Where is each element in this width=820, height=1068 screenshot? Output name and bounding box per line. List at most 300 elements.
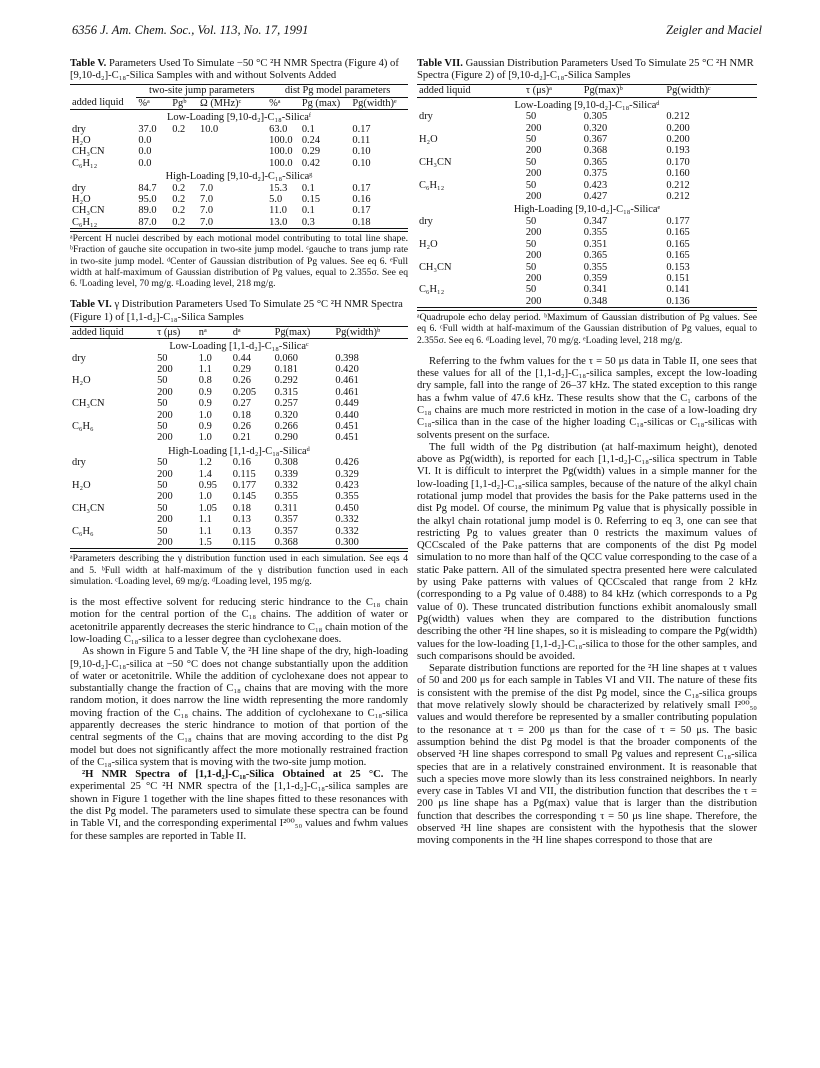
table-cell: 0.29 [301, 146, 321, 158]
table-row [70, 375, 408, 386]
table-cell: 1.1 [198, 514, 212, 526]
table-cell [198, 135, 267, 146]
table-cell: 0.212 [666, 191, 690, 203]
table-cell [70, 514, 155, 525]
table-cell: 7.0 [200, 194, 214, 206]
table-cell: 0.426 [335, 457, 359, 469]
table-cell: 0.2 [172, 216, 186, 228]
table-cell: 0.060 [274, 352, 298, 364]
table-cell: 50 [157, 525, 168, 537]
table6-col-added: added liquid [72, 326, 124, 338]
table6-caption [70, 299, 408, 323]
table5-blank-head [70, 85, 136, 97]
table-cell: 0.355 [583, 227, 608, 239]
table6-title: γ Distribution Parameters Used To Simulate 25 °C ²H NMR Spectra (Figure 1) of [1,1-d₂]-C₁₈-Silica Samples [70, 299, 403, 323]
table-row [417, 250, 757, 261]
table-cell: 0.2 [172, 194, 186, 206]
left-paragraph-3 [70, 769, 408, 843]
table7-col-pgmax: Pg(max)ᵇ [583, 85, 623, 97]
table-cell: 0.21 [232, 432, 251, 444]
table-cell: 0.8 [198, 375, 212, 387]
table-cell: 0.17 [352, 182, 371, 194]
table-cell: 0.160 [666, 168, 690, 180]
table7-col-added: added liquid [419, 85, 471, 97]
table-cell [170, 135, 198, 146]
table-cell: 1.2 [198, 457, 212, 469]
table-cell: 0.398 [335, 352, 359, 364]
left-paragraph-2: As shown in Figure 5 and Table V, the ²H line shape of the dry, high-loading [9,10-d₂]-C₁₈-silica at −50 °C does not change substantially upon the addition of water or acetonitrile. While the addition of cyclohexane does not appear to substantially change the fraction of C₁₈ chains that are moving with the more random motion, it does narrow the line width representing the more randomly moving fraction of the C₁₈ chains. The addition of cyclohexane to C₁₈-silica apparently decreases the steric hindrance to motion of that portion of the central segments of the C₁₈ chains that are moving according to the dist Pg model but does not significantly affect the more motionally restrained fraction of the C₁₈-silica system that is moving with the two-site jump motion. [70, 646, 408, 768]
table-cell [170, 158, 198, 169]
table-cell: 0.115 [232, 468, 256, 480]
table-cell: 0.2 [172, 205, 186, 217]
table-cell: 37.0 [138, 123, 157, 135]
table-cell: 0.17 [352, 205, 371, 217]
table-cell: 0.332 [335, 525, 359, 537]
table-cell: 1.05 [198, 502, 217, 514]
table-cell: 50 [525, 134, 537, 146]
table-cell: CH₃CN [72, 502, 105, 514]
table-cell: 0.16 [232, 457, 251, 469]
table-cell: 0.165 [666, 250, 690, 262]
table-cell: dry [72, 182, 86, 194]
table-cell: 0.136 [666, 295, 690, 307]
table-cell: H₂O [72, 135, 91, 147]
table-cell: 0.205 [232, 386, 257, 398]
table-cell: 0.292 [274, 375, 298, 387]
table-row [417, 284, 757, 295]
table-cell: 5.0 [269, 194, 283, 206]
table-cell: 0.0 [138, 146, 152, 158]
table-row [70, 491, 408, 502]
table-cell: 95.0 [138, 194, 157, 206]
table-cell: 0.18 [232, 502, 251, 514]
table-cell: 200 [525, 168, 542, 180]
table-cell: 0.332 [274, 479, 298, 491]
table-cell: 200 [525, 191, 542, 203]
table-cell: 50 [157, 479, 168, 491]
table-cell: 0.315 [274, 386, 298, 398]
right-column [417, 58, 757, 848]
table-cell: 50 [157, 375, 168, 387]
table-cell: CH₃CN [419, 261, 452, 273]
table-cell: H₂O [72, 479, 91, 491]
table-row [70, 469, 408, 480]
table-cell: dry [419, 111, 433, 123]
table-cell: 10.0 [200, 123, 219, 135]
table-cell: 0.212 [666, 179, 690, 191]
table-cell: 0.1 [301, 205, 315, 217]
table7-col-tau: τ (μs)ᵃ [525, 85, 553, 97]
table-cell: 7.0 [200, 182, 214, 194]
table-cell: 0.18 [352, 216, 371, 228]
table6-body [70, 339, 408, 549]
table5 [70, 84, 408, 229]
table-row [70, 432, 408, 443]
table6-col-pgwidth: Pg(width)ᵇ [335, 326, 381, 338]
table-cell: C₆H₁₂ [72, 157, 98, 169]
table-row [70, 353, 408, 364]
table-section-heading: High-Loading [9,10-d₂]-C₁₈-Silicaᵍ [165, 171, 313, 183]
table5-col-added: added liquid [72, 97, 124, 109]
table-cell: C₆H₁₂ [419, 284, 445, 296]
table6-label: Table VI. [70, 299, 112, 311]
table-cell: 0.365 [583, 250, 608, 262]
table-row [70, 135, 408, 146]
table-cell [198, 158, 267, 169]
table-cell: 50 [525, 238, 537, 250]
table-cell: 0.451 [335, 432, 359, 444]
table-row [70, 537, 408, 549]
table-cell: 100.0 [269, 135, 293, 147]
table-row [417, 216, 757, 227]
table-cell: 0.26 [232, 420, 251, 432]
table-section-heading: Low-Loading [1,1-d₂]-C₁₈-Silicaᶜ [169, 341, 309, 353]
table-row [70, 526, 408, 537]
table5-col-omega: Ω (MHz)ᶜ [200, 97, 242, 109]
table-cell: H₂O [419, 134, 438, 146]
table5-col-pct: %ᵃ [138, 97, 150, 109]
table5-caption [70, 58, 408, 82]
table-cell: 0.420 [335, 363, 359, 375]
table-cell: 0.11 [352, 135, 371, 147]
table-row [70, 364, 408, 375]
table-row [70, 146, 408, 157]
table-cell: 0.200 [666, 122, 690, 134]
table-section-heading: High-Loading [9,10-d₂]-C₁₈-Silicaᵉ [513, 204, 661, 216]
table-cell: 0.177 [232, 479, 257, 491]
table-cell [170, 146, 198, 157]
table-cell: 0.10 [352, 157, 371, 169]
table-row [70, 183, 408, 194]
table-cell: 0.451 [335, 420, 359, 432]
table-cell [70, 410, 155, 421]
table-cell: 0.9 [198, 386, 212, 398]
table-cell: 1.4 [198, 468, 212, 480]
table-cell: 0.13 [232, 525, 251, 537]
table-cell: 1.0 [198, 409, 212, 421]
table-cell [198, 146, 267, 157]
table-row [417, 191, 757, 202]
table-cell: 0.355 [583, 261, 608, 273]
table-cell: 0.368 [274, 537, 298, 549]
table-cell: 0.15 [301, 194, 321, 206]
table-cell: 0.17 [352, 123, 371, 135]
table-cell: 0.355 [274, 491, 298, 503]
table-cell: 100.0 [269, 146, 293, 158]
table-cell: 11.0 [269, 205, 287, 217]
table-cell: 0.266 [274, 420, 298, 432]
table-row [417, 296, 757, 308]
table-cell: 0.2 [172, 182, 186, 194]
table-cell: 50 [525, 261, 537, 273]
table-row [417, 168, 757, 179]
table-cell: 0.357 [274, 514, 298, 526]
table-cell: 0.311 [274, 502, 298, 514]
left-paragraph-1: is the most effective solvent for reducing steric hindrance to the C₁₈ chain motion for the central portion of the C₁₈ chains. The addition of water or acetonitrile apparently decreases the steric hindrance to C₁₈ chain motion of the low-loading C₁₈-silica to a lesser degree than cyclohexane does. [70, 597, 408, 645]
table-cell: 13.0 [269, 216, 288, 228]
table-cell: 50 [525, 179, 537, 191]
table-cell: 50 [525, 111, 537, 123]
table-row [417, 157, 757, 168]
table-cell: 0.42 [301, 157, 321, 169]
table-cell: 0.341 [583, 284, 608, 296]
table-cell: 0.10 [352, 146, 371, 158]
table-row [70, 194, 408, 205]
table-cell: 0.329 [335, 468, 359, 480]
table-cell: 0.257 [274, 398, 298, 410]
table-section-heading: Low-Loading [9,10-d₂]-C₁₈-Silicaᵈ [514, 99, 660, 111]
table-cell [417, 168, 524, 179]
table-cell: 0.177 [666, 215, 690, 227]
table-row [417, 111, 757, 122]
table-cell: 84.7 [138, 182, 157, 194]
table-cell: 100.0 [269, 157, 293, 169]
table-cell: 0.308 [274, 457, 298, 469]
table-cell: 200 [525, 227, 542, 239]
table-cell: 50 [525, 156, 537, 168]
table-row [417, 239, 757, 250]
table-cell: CH₃CN [72, 398, 105, 410]
table-cell: 0.320 [274, 409, 298, 421]
table-cell [417, 145, 524, 156]
table-cell: C₆H₆ [72, 525, 94, 537]
table-cell: 200 [157, 514, 173, 526]
table-cell: 0.18 [232, 409, 251, 421]
table-cell: H₂O [72, 375, 91, 387]
table-row [70, 410, 408, 421]
table6-col-n: nᵃ [198, 326, 207, 338]
table-cell [70, 387, 155, 398]
table-cell: 1.0 [198, 491, 212, 503]
right-paragraph-2: The full width of the Pg distribution (at half-maximum height), denoted above as Pg(width), is reported for each [1,1-d₂]-C₁₈-silica spectrum in Table VI. It is difficult to interpret the Pg(width) values in a simple manner for the low-loading [1,1-d₂]-C₁₈-silica samples, because of the nature of the alkyl chain rotational jump model that provides the basis for the Pake patterns used in the dist Pg model. Of course, the minimum Pg value that is physically possible in the alkyl chain rotational jump model is 0. Referring to eq 3, one can see that restricting Pg to values greater than 0 restricts the maximum values of QCCscaled of the Pake patterns that are components of the dist Pg model simulation to no more than half of the QCC value corresponding to the case of a static Pake pattern. All of the simulated spectra presented here were calculated by using Pake patterns with values of QCCscaled that range from 2 kHz (corresponding to a Pg value of 0.488) to 84 kHz (which corresponds to a Pg value of 0). These truncated distribution functions exhibit anomalously small Pg(width) values when they are compared to the distribution functions describing the other ²H line shapes, so it is misleading to compare the Pg(width) values for the low-loading [1,1-d₂]-C₁₈-silica to those for the other samples, and such comparisons should be avoided. [417, 441, 757, 662]
table-cell: 0.365 [583, 156, 608, 168]
table-cell: dry [419, 215, 433, 227]
table-row [417, 180, 757, 191]
table5-col-pgmax: Pg (max) [301, 97, 341, 109]
table-row [70, 421, 408, 432]
table-cell: 0.26 [232, 375, 251, 387]
table-cell: 0.165 [666, 227, 690, 239]
table-cell: 1.5 [198, 537, 212, 549]
table-row [70, 503, 408, 514]
table-row [417, 145, 757, 156]
table5-title: Parameters Used To Simulate −50 °C ²H NMR Spectra (Figure 4) of [9,10-d₂]-C₁₈-Silica Samples with and without Solvents Added [70, 58, 399, 82]
table-cell: 0.348 [583, 295, 608, 307]
table-cell: 0.145 [232, 491, 257, 503]
table-cell: 0.423 [583, 179, 608, 191]
table-cell [70, 491, 155, 502]
table-cell: 0.115 [232, 537, 256, 549]
table-cell: 0.153 [666, 261, 690, 273]
table-cell: CH₃CN [72, 146, 105, 158]
table-cell: 0.0 [138, 135, 152, 147]
table-row [70, 124, 408, 135]
running-header-left: 6356 J. Am. Chem. Soc., Vol. 113, No. 17, 1991 [72, 23, 309, 37]
table7-footnote: ᵃQuadrupole echo delay period. ᵇMaximum of Gaussian distribution of Pg values. See eq 6. ᶜFull width at half-maximum of the Gaussian distribution of Pg values, equal to 2.355σ. See eq 6. ᵈLoading level, 70 mg/g. ᵉLoading level, 218 mg/g. [417, 312, 757, 346]
table-cell: 0.0 [138, 157, 152, 169]
table7-label: Table VII. [417, 58, 463, 69]
table-section-heading: Low-Loading [9,10-d₂]-C₁₈-Silicaᶠ [166, 112, 312, 124]
table7-caption [417, 58, 757, 82]
table-cell: 50 [157, 502, 168, 514]
table5-col-pg: Pgᵇ [172, 97, 187, 109]
table-cell: 200 [157, 432, 173, 444]
table-cell [417, 250, 524, 261]
table-cell: 0.367 [583, 134, 608, 146]
table-row [70, 387, 408, 398]
table-cell: 0.13 [232, 514, 251, 526]
table6-footnote: ᵃParameters describing the γ distribution function used in each simulation. See eqs 4 and 5. ᵇFull width at half-maximum of the γ distribution function used in each simulation. ᶜLoading level, 69 mg/g. ᵈLoading level, 195 mg/g. [70, 553, 408, 587]
right-paragraph-1: Referring to the fwhm values for the τ = 50 μs data in Table II, one sees that these values for all of the [1,1-d₂]-C₁₈-silica samples, except the low-loading dry sample, fall into the range of 26–37 kHz. The stated exception to this range has a fwhm value of 47.6 kHz. These results show that the C₁ carbons of the C₁₈ chains are much more restricted in motion in the case of a low-loading dry C₁₈-silica than in the case of the higher loading C₁₈-silicas or C₁₈-silicas with solvents present on the surface. [417, 355, 757, 441]
table-cell [417, 191, 524, 202]
running-header-right: Zeigler and Maciel [666, 23, 762, 37]
table-cell: 1.1 [198, 363, 212, 375]
table-cell: 0.320 [583, 122, 608, 134]
table-cell [70, 432, 155, 443]
table-cell: 7.0 [200, 205, 214, 217]
table-row [70, 398, 408, 409]
table-cell [70, 364, 155, 375]
table-cell: 0.305 [583, 111, 608, 123]
table-cell: 0.440 [335, 409, 359, 421]
table-cell: 0.193 [666, 145, 690, 157]
table-cell [417, 273, 524, 284]
table-cell: 50 [157, 352, 168, 364]
table-cell: 0.450 [335, 502, 359, 514]
table-cell: 0.461 [335, 375, 359, 387]
table-cell: 0.339 [274, 468, 298, 480]
table-cell: 0.9 [198, 398, 212, 410]
table-cell: 0.29 [232, 363, 251, 375]
table-cell: dry [72, 123, 86, 135]
table-cell: 0.151 [666, 272, 690, 284]
table7-title: Gaussian Distribution Parameters Used To Simulate 25 °C ²H NMR Spectra (Figure 2) of [9,10-d₂]-C₁₈-Silica Samples [417, 58, 754, 82]
table-cell: 0.170 [666, 156, 690, 168]
table5-footnote: ᵃPercent H nuclei described by each motional model contributing to total line shape. ᵇFraction of gauche site occupation in two-site jump model. ᶜgauche to trans jump rate in two-site jump model. ᵈCenter of Gaussian distribution of Pg values. See eq 6. ᵉFull width at half-maximum of Gaussian distribution of Pg values, equal to 2.355σ. See eq 6. ᶠLoading level, 70 mg/g. ᵍLoading level, 218 mg/g. [70, 233, 408, 290]
table-cell: 1.1 [198, 525, 212, 537]
table-row [70, 480, 408, 491]
table-cell: 0.351 [583, 238, 608, 250]
table-cell: 15.3 [269, 182, 288, 194]
table-cell: 200 [157, 468, 173, 480]
table-cell: 0.9 [198, 420, 212, 432]
table-cell [70, 469, 155, 480]
table-cell: CH₃CN [72, 205, 105, 217]
table-cell: 200 [525, 295, 542, 307]
table5-group-two-site: two-site jump parameters [136, 85, 267, 97]
table-cell [417, 227, 524, 238]
table-cell: 0.427 [583, 191, 608, 203]
table-row [417, 262, 757, 273]
table-cell: 0.290 [274, 432, 298, 444]
table-cell: C₆H₁₂ [72, 216, 98, 228]
table-cell: 0.27 [232, 398, 251, 410]
table-cell: 50 [157, 457, 168, 469]
table-cell: 0.300 [335, 537, 359, 549]
table-cell: 0.44 [232, 352, 251, 364]
table-cell: 200 [525, 272, 542, 284]
table-cell [417, 123, 524, 134]
table5-body [70, 110, 408, 229]
table-cell: 7.0 [200, 216, 214, 228]
table-cell: 0.1 [301, 123, 315, 135]
table5-col-pct2: %ᵃ [269, 97, 281, 109]
table-row [70, 205, 408, 216]
table-cell: C₆H₁₂ [419, 179, 445, 191]
table-cell: 0.200 [666, 134, 690, 146]
table-cell: 0.332 [335, 514, 359, 526]
table-cell: 0.449 [335, 398, 359, 410]
table-cell: 200 [157, 537, 173, 549]
table-cell: H₂O [419, 238, 438, 250]
table-cell: 200 [157, 386, 173, 398]
table5-label: Table V. [70, 58, 107, 69]
table-row [70, 217, 408, 229]
table-cell: 0.95 [198, 479, 217, 491]
table-cell: 0.357 [274, 525, 298, 537]
table-cell: 0.181 [274, 363, 298, 375]
table-cell: 200 [525, 122, 542, 134]
left-paragraph-3-text: The experimental 25 °C ²H NMR spectra of the [1,1-d₂]-C₁₈-silica samples are shown in Figure 1 together with the line shapes fitted to these resonances with the dist Pg model. The parameters used to simulate these spectra can be found in Table VI, and the corresponding experimental I²⁰⁰₅₀ values and fwhm values for these samples are reported in Table II. [70, 769, 408, 842]
table-row [417, 227, 757, 238]
table-cell [417, 296, 524, 308]
table-cell: 0.24 [301, 135, 321, 147]
table-cell: 0.16 [352, 194, 371, 206]
table-cell: 50 [157, 420, 168, 432]
table-cell: 87.0 [138, 216, 157, 228]
table-cell: 50 [525, 284, 537, 296]
left-column [70, 58, 408, 843]
table-cell: 0.359 [583, 272, 608, 284]
table-cell: H₂O [72, 194, 91, 206]
table-cell: 0.347 [583, 215, 608, 227]
table-cell: dry [72, 352, 86, 364]
table-row [417, 273, 757, 284]
table-cell: 0.423 [335, 479, 359, 491]
table-row [70, 514, 408, 525]
table-cell: 63.0 [269, 123, 288, 135]
table-cell: 89.0 [138, 205, 157, 217]
table-row [417, 134, 757, 145]
table6-col-d: dᵃ [232, 326, 241, 338]
table-cell: dry [72, 457, 86, 469]
table-row [70, 457, 408, 468]
table-cell: 0.3 [301, 216, 315, 228]
table-cell: 200 [157, 409, 173, 421]
table-cell [70, 537, 155, 549]
table-cell: CH₃CN [419, 156, 452, 168]
table-cell: 0.368 [583, 145, 608, 157]
table-cell: 0.375 [583, 168, 608, 180]
table5-col-pgwidth: Pg(width)ᵉ [352, 97, 397, 109]
table7 [417, 84, 757, 308]
table-cell: 50 [525, 215, 537, 227]
table-section-heading: High-Loading [1,1-d₂]-C₁₈-Silicaᵈ [168, 445, 310, 457]
table-cell: 200 [525, 250, 542, 262]
table-cell: 0.165 [666, 238, 690, 250]
section-heading: ²H NMR Spectra of [1,1-d₂]-C₁₈-Silica Obtained at 25 °C. [82, 769, 384, 781]
table7-body [417, 97, 757, 307]
table7-col-pgwidth: Pg(width)ᶜ [666, 85, 711, 97]
table-cell: 50 [157, 398, 168, 410]
table-cell: 200 [525, 145, 542, 157]
table5-group-dist: dist Pg model parameters [267, 85, 408, 97]
table-cell: 0.2 [172, 123, 186, 135]
table-cell: 0.141 [666, 284, 690, 296]
table6-col-pgmax: Pg(max) [274, 326, 311, 338]
table-cell: 0.355 [335, 491, 359, 503]
table-row [70, 158, 408, 169]
